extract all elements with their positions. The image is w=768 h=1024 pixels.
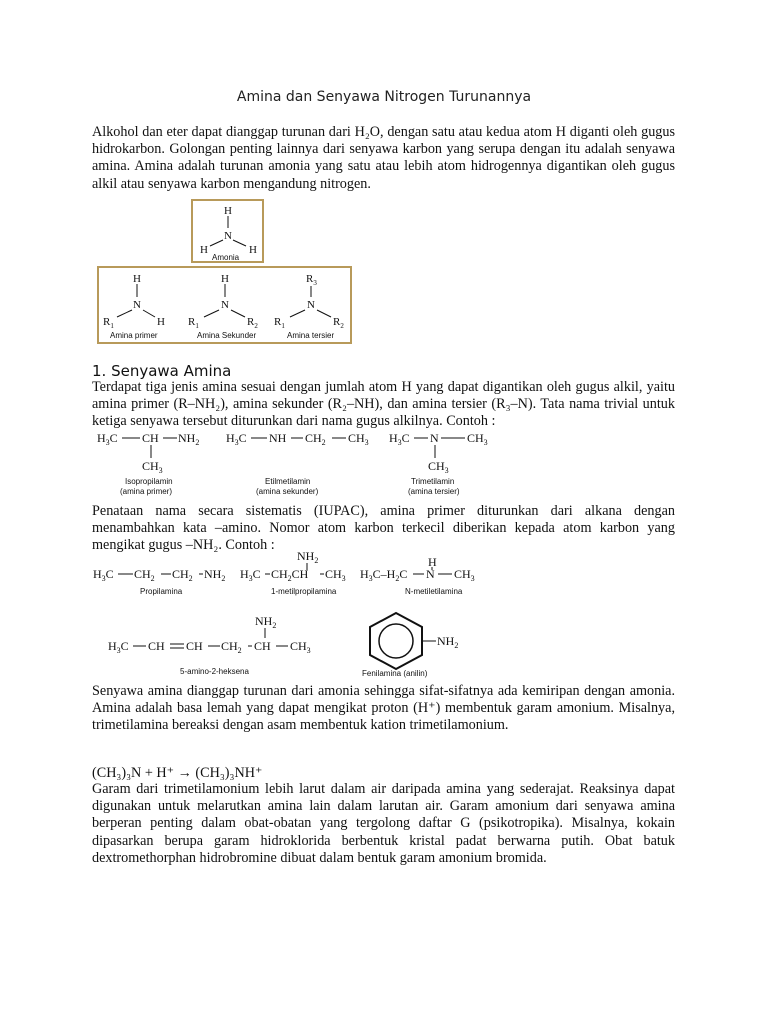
amina-sekunder-structure: [188, 273, 258, 340]
section1-paragraph: Terdapat tiga jenis amina sesuai dengan jumlah atom H yang dapat digantikan oleh gugus alkil, yaitu amina primer (R–NH₂), amina sekunder (R₂–NH), dan amina tersier (R₃–N). Tata nama trivial untuk ketiga senyawa tersebut diturunkan dari nama gugus alkilnya. Contoh :: [92, 379, 675, 430]
svg-text:N: N: [426, 567, 435, 581]
iupac-paragraph: Penataan nama secara sistematis (IUPAC), amina primer diturunkan dari alkana dengan menambahkan kata –amino. Nomor atom karbon terkecil diberikan kepada atom karbon yang mengikat gugus –NH₂. Contoh :: [92, 503, 675, 554]
svg-text:H: H: [133, 273, 141, 285]
propilamina-label: Propilamina: [140, 587, 183, 596]
amina-sekunder-label: Amina Sekunder: [197, 331, 257, 340]
svg-text:H3C: $H_3C$: [226, 431, 247, 447]
svg-text:CH: CH: [254, 639, 271, 653]
svg-text:CH2: $CH_2$: [134, 567, 155, 583]
amina-primer-label: Amina primer: [110, 331, 158, 340]
svg-text:H: H: [428, 555, 437, 569]
metilpropilamina-structure: [240, 549, 346, 596]
svg-text:CH3: $CH_3$: [348, 431, 369, 447]
trimetilamin-type: (amina tersier): [408, 487, 460, 496]
amina-tersier-structure: [274, 273, 344, 340]
svg-text:NH2: $NH_2$: [204, 567, 226, 583]
etilmetilamin-type: (amina sekunder): [256, 487, 319, 496]
svg-text:N: N: [221, 299, 229, 311]
svg-text:H3C–H2C: $H_3C-H_2C$: [360, 567, 408, 583]
propilamina-structure: [93, 567, 225, 596]
garam-paragraph: Garam dari trimetilamonium lebih larut dalam air daripada amina yang sederajat. Reaksinya dapat digunakan untuk melarutkan amina lain dalam larutan air. Garam amonium dari senyawa amina berperan penting dalam obat-obatan yang tergolong daftar G (psikotropika). Misalnya, kokain dipasarkan berupa garam hidroklorida berbentuk kristal padat berwarna putih. Obat batuk dextromethorphan hidrobromine dibuat dalam bentuk garam amonium bromida.: [92, 781, 675, 866]
svg-text:CH3: $CH_3$: [428, 459, 449, 475]
aminoheksena-structure: [108, 614, 311, 676]
isopropilamin-type: (amina primer): [120, 487, 173, 496]
section-heading: 1. Senyawa Amina: [92, 362, 232, 380]
trimetilamin-structure: [389, 431, 488, 496]
svg-text:CH3: $CH_3$: [325, 567, 346, 583]
svg-text:H: H: [249, 244, 257, 256]
amonia-structure: [200, 205, 257, 262]
isopropilamin-label: Isopropilamin: [125, 477, 173, 486]
svg-text:H3C: $H_3C$: [389, 431, 410, 447]
reaction-equation: (CH₃)₃N + H⁺ → (CH₃)₃NH⁺: [92, 765, 263, 781]
svg-text:R1: $R_1$: [274, 316, 285, 330]
metilpropilamina-label: 1-metilpropilamina: [271, 587, 337, 596]
fenilamina-label: Fenilamina (anilin): [362, 669, 428, 678]
isopropilamin-structure: [97, 431, 199, 496]
svg-text:CH3: $CH_3$: [290, 639, 311, 655]
svg-text:H: H: [157, 316, 165, 328]
amina-tersier-label: Amina tersier: [287, 331, 335, 340]
svg-text:H: H: [224, 205, 232, 217]
document-title: Amina dan Senyawa Nitrogen Turunannya: [236, 89, 532, 105]
svg-text:H3C: $H_3C$: [97, 431, 118, 447]
svg-text:R2: $R_2$: [333, 316, 344, 330]
svg-text:N: N: [224, 230, 232, 242]
aminoheksena-label: 5-amino-2-heksena: [180, 667, 249, 676]
basa-paragraph: Senyawa amina dianggap turunan dari amonia sehingga sifat-sifatnya ada kemiripan dengan amonia. Amina adalah basa lemah yang dapat mengikat proton (H⁺) membentuk garam amonium. Misalnya, trimetilamina bereaksi dengan asam membentuk kation trimetilamonium.: [92, 683, 675, 734]
svg-text:N: N: [430, 431, 439, 445]
svg-text:CH3: $CH_3$: [142, 459, 163, 475]
svg-text:CH2: $CH_2$: [221, 639, 242, 655]
svg-text:N: N: [307, 299, 315, 311]
svg-text:H: H: [200, 244, 208, 256]
svg-text:CH3: $CH_3$: [467, 431, 488, 447]
svg-text:NH2: $NH_2$: [437, 634, 459, 650]
svg-text:H3C: $H_3C$: [93, 567, 114, 583]
nmetiletilamina-label: N-metiletilamina: [405, 587, 463, 596]
svg-text:R1: $R_1$: [188, 316, 199, 330]
svg-text:R1: $R_1$: [103, 316, 114, 330]
svg-text:CH: CH: [148, 639, 165, 653]
svg-text:CH2: $CH_2$: [172, 567, 193, 583]
svg-text:CH2: $CH_2$: [305, 431, 326, 447]
svg-text:H: H: [221, 273, 229, 285]
svg-text:H3C: $H_3C$: [240, 567, 261, 583]
svg-text:NH2: $NH_2$: [255, 614, 277, 630]
nmetiletilamina-structure: [360, 555, 475, 596]
amina-primer-structure: [103, 273, 165, 340]
svg-text:N: N: [133, 299, 141, 311]
trimetilamin-label: Trimetilamin: [411, 477, 455, 486]
svg-text:R2: $R_2$: [247, 316, 258, 330]
etilmetilamin-label: Etilmetilamin: [265, 477, 311, 486]
svg-text:CH: CH: [142, 431, 159, 445]
svg-text:H3C: $H_3C$: [108, 639, 129, 655]
fenilamina-structure: [362, 613, 458, 678]
intro-paragraph: Alkohol dan eter dapat dianggap turunan dari H₂O, dengan satu atau kedua atom H diganti oleh gugus hidrokarbon. Golongan penting lainnya dari senyawa karbon yang serupa dengan itu adalah senyawa amina. Amina adalah turunan amonia yang satu atau lebih atom hidrogennya digantikan oleh gugus alkil atau senyawa karbon mengandung nitrogen.: [92, 124, 675, 192]
amonia-label: Amonia: [212, 253, 240, 262]
svg-text:CH: CH: [186, 639, 203, 653]
etilmetilamin-structure: [226, 431, 369, 496]
svg-text:NH: NH: [269, 431, 287, 445]
svg-text:NH2: $NH_2$: [297, 549, 319, 565]
svg-text:CH3: $CH_3$: [454, 567, 475, 583]
svg-text:CH2CH: $CH_2CH$: [271, 567, 309, 583]
svg-text:R3: $R_3$: [306, 273, 317, 287]
svg-text:NH2: $NH_2$: [178, 431, 200, 447]
